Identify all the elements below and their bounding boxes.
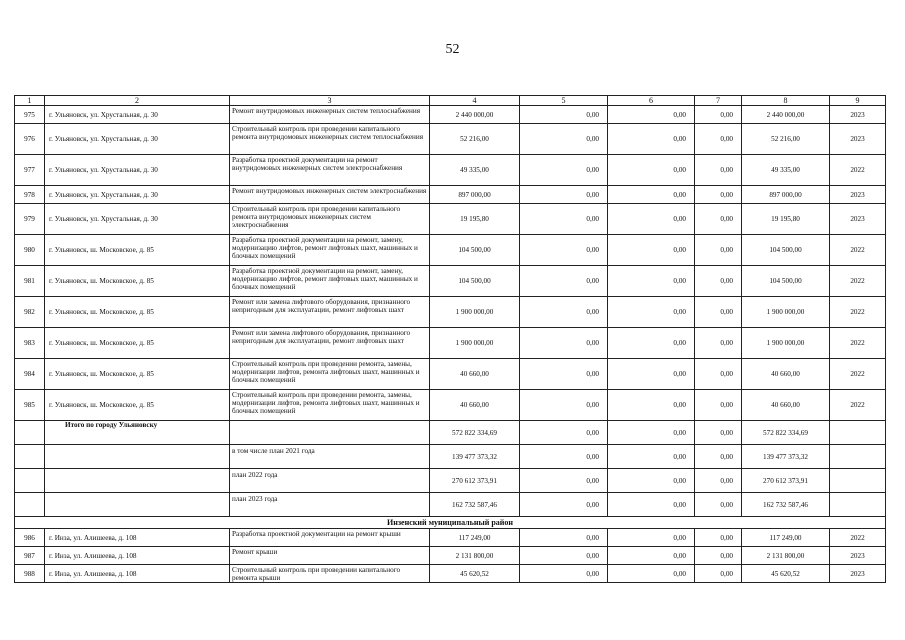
cost-cell: 0,00: [520, 547, 608, 565]
page-number: 52: [445, 42, 460, 57]
address-cell: г. Ульяновск, ул. Хрустальная, д. 30: [45, 186, 230, 204]
cost-cell: 0,00: [695, 124, 742, 155]
cost-cell: 0,00: [695, 235, 742, 266]
table-row: [15, 529, 886, 547]
repair-program-table: [14, 95, 886, 583]
work-type-cell: Строительный контроль при проведении капитального ремонта внутридомовых инженерных систем теплоснабжения: [230, 124, 430, 155]
cost-cell: 139 477 373,32: [742, 445, 830, 469]
cost-cell: 0,00: [608, 547, 695, 565]
total-cost-cell: 572 822 334,69: [430, 421, 520, 445]
cost-cell: 0,00: [520, 235, 608, 266]
cost-cell: 49 335,00: [742, 155, 830, 186]
empty-cell: [45, 469, 230, 493]
cost-cell: 0,00: [608, 235, 695, 266]
cost-cell: 0,00: [520, 155, 608, 186]
total-cost-cell: 270 612 373,91: [430, 469, 520, 493]
table-row: [15, 390, 886, 421]
work-type-cell: Ремонт или замена лифтового оборудования, признанного непригодным для эксплуатации, ремонт лифтовых шахт: [230, 328, 430, 359]
totals-row: [15, 445, 886, 469]
cost-cell: 0,00: [695, 493, 742, 517]
column-number-row: [15, 96, 886, 106]
year-cell: 2023: [830, 124, 886, 155]
cost-cell: 0,00: [520, 565, 608, 583]
cost-cell: 0,00: [608, 493, 695, 517]
total-cost-cell: 897 000,00: [430, 186, 520, 204]
year-cell: 2022: [830, 390, 886, 421]
cost-cell: 104 500,00: [742, 266, 830, 297]
empty-cell: [15, 469, 45, 493]
work-type-cell: Разработка проектной документации на ремонт крыши: [230, 529, 430, 547]
total-cost-cell: 2 440 000,00: [430, 106, 520, 124]
column-header: 2: [45, 96, 230, 106]
row-number: 988: [15, 565, 45, 583]
row-number: 975: [15, 106, 45, 124]
table-row: [15, 124, 886, 155]
column-header: 7: [695, 96, 742, 106]
cost-cell: 0,00: [695, 155, 742, 186]
work-type-cell: Ремонт внутридомовых инженерных систем теплоснабжения: [230, 106, 430, 124]
address-cell: г. Ульяновск, ш. Московское, д. 85: [45, 359, 230, 390]
work-type-cell: Строительный контроль при проведении капитального ремонта крыши: [230, 565, 430, 583]
row-number: 980: [15, 235, 45, 266]
empty-cell: [830, 421, 886, 445]
address-cell: г. Ульяновск, ш. Московское, д. 85: [45, 328, 230, 359]
cost-cell: 0,00: [695, 421, 742, 445]
cost-cell: 117 249,00: [742, 529, 830, 547]
work-type-cell: Строительный контроль при проведении ремонта, замены, модернизации лифтов, ремонта лифтовых шахт, машинных и блочных помещений: [230, 359, 430, 390]
total-cost-cell: 104 500,00: [430, 235, 520, 266]
cost-cell: 0,00: [695, 445, 742, 469]
year-cell: 2023: [830, 565, 886, 583]
cost-cell: 572 822 334,69: [742, 421, 830, 445]
table-row: [15, 547, 886, 565]
column-header: 8: [742, 96, 830, 106]
plan-label: в том числе план 2021 года: [230, 445, 430, 469]
column-header: 3: [230, 96, 430, 106]
cost-cell: 0,00: [695, 328, 742, 359]
table-row: [15, 328, 886, 359]
totals-row: [15, 493, 886, 517]
table-row: [15, 266, 886, 297]
table-row: [15, 297, 886, 328]
cost-cell: 2 440 000,00: [742, 106, 830, 124]
empty-cell: [15, 493, 45, 517]
address-cell: г. Ульяновск, ул. Хрустальная, д. 30: [45, 155, 230, 186]
cost-cell: 0,00: [520, 529, 608, 547]
work-type-cell: Ремонт крыши: [230, 547, 430, 565]
address-cell: г. Ульяновск, ул. Хрустальная, д. 30: [45, 204, 230, 235]
total-cost-cell: 139 477 373,32: [430, 445, 520, 469]
column-header: 6: [608, 96, 695, 106]
table-row: [15, 155, 886, 186]
cost-cell: 0,00: [520, 186, 608, 204]
cost-cell: 0,00: [520, 328, 608, 359]
empty-cell: [15, 445, 45, 469]
cost-cell: 0,00: [608, 529, 695, 547]
row-number: 987: [15, 547, 45, 565]
column-header: 4: [430, 96, 520, 106]
table-row: [15, 235, 886, 266]
cost-cell: 0,00: [695, 186, 742, 204]
cost-cell: 0,00: [608, 124, 695, 155]
totals-row: [15, 421, 886, 445]
column-header: 1: [15, 96, 45, 106]
empty-cell: [830, 469, 886, 493]
year-cell: 2022: [830, 266, 886, 297]
row-number: 986: [15, 529, 45, 547]
cost-cell: 45 620,52: [742, 565, 830, 583]
total-cost-cell: 40 660,00: [430, 359, 520, 390]
total-cost-cell: 45 620,52: [430, 565, 520, 583]
total-cost-cell: 162 732 587,46: [430, 493, 520, 517]
plan-label: план 2022 года: [230, 469, 430, 493]
cost-cell: 52 216,00: [742, 124, 830, 155]
address-cell: г. Инза, ул. Алишеева, д. 108: [45, 547, 230, 565]
empty-cell: [45, 445, 230, 469]
row-number: 977: [15, 155, 45, 186]
cost-cell: 0,00: [695, 297, 742, 328]
cost-cell: 1 900 000,00: [742, 297, 830, 328]
cost-cell: 0,00: [608, 106, 695, 124]
cost-cell: 270 612 373,91: [742, 469, 830, 493]
work-type-cell: Разработка проектной документации на ремонт, замену, модернизацию лифтов, ремонт лифтовых шахт, машинных и блочных помещений: [230, 235, 430, 266]
column-header: 5: [520, 96, 608, 106]
year-cell: 2022: [830, 529, 886, 547]
address-cell: г. Ульяновск, ш. Московское, д. 85: [45, 266, 230, 297]
work-type-cell: Разработка проектной документации на ремонт, замену, модернизацию лифтов, ремонт лифтовых шахт, машинных и блочных помещений: [230, 266, 430, 297]
cost-cell: 0,00: [520, 390, 608, 421]
cost-cell: 0,00: [695, 469, 742, 493]
district-title: Инзенский муниципальный район: [15, 517, 886, 529]
row-number: 979: [15, 204, 45, 235]
year-cell: 2023: [830, 186, 886, 204]
year-cell: 2022: [830, 297, 886, 328]
table-row: [15, 565, 886, 583]
total-cost-cell: 1 900 000,00: [430, 297, 520, 328]
row-number: 976: [15, 124, 45, 155]
cost-cell: 2 131 800,00: [742, 547, 830, 565]
plan-label: план 2023 года: [230, 493, 430, 517]
cost-cell: 0,00: [608, 421, 695, 445]
cost-cell: 162 732 587,46: [742, 493, 830, 517]
cost-cell: 0,00: [608, 186, 695, 204]
address-cell: г. Инза, ул. Алишеева, д. 108: [45, 529, 230, 547]
cost-cell: 40 660,00: [742, 359, 830, 390]
cost-cell: 0,00: [695, 106, 742, 124]
total-cost-cell: 40 660,00: [430, 390, 520, 421]
cost-cell: 0,00: [608, 359, 695, 390]
cost-cell: 0,00: [608, 204, 695, 235]
row-number: 978: [15, 186, 45, 204]
row-number: 983: [15, 328, 45, 359]
cost-cell: 19 195,80: [742, 204, 830, 235]
cost-cell: 0,00: [520, 493, 608, 517]
cost-cell: 0,00: [608, 297, 695, 328]
cost-cell: 0,00: [520, 359, 608, 390]
cost-cell: 40 660,00: [742, 390, 830, 421]
cost-cell: 1 900 000,00: [742, 328, 830, 359]
year-cell: 2022: [830, 359, 886, 390]
row-number: 985: [15, 390, 45, 421]
table-row: [15, 106, 886, 124]
cost-cell: 0,00: [608, 565, 695, 583]
cost-cell: 0,00: [520, 445, 608, 469]
cost-cell: 0,00: [608, 445, 695, 469]
cost-cell: 0,00: [695, 565, 742, 583]
cost-cell: 0,00: [608, 328, 695, 359]
cost-cell: 0,00: [608, 266, 695, 297]
cost-cell: 0,00: [520, 124, 608, 155]
column-header: 9: [830, 96, 886, 106]
total-cost-cell: 52 216,00: [430, 124, 520, 155]
total-cost-cell: 104 500,00: [430, 266, 520, 297]
year-cell: 2023: [830, 547, 886, 565]
totals-row: [15, 469, 886, 493]
address-cell: г. Ульяновск, ул. Хрустальная, д. 30: [45, 106, 230, 124]
district-header-row: [15, 517, 886, 529]
empty-cell: [830, 445, 886, 469]
empty-cell: [15, 421, 45, 445]
work-type-cell: Строительный контроль при проведении ремонта, замены, модернизации лифтов, ремонта лифтовых шахт, машинных и блочных помещений: [230, 390, 430, 421]
empty-cell: [830, 493, 886, 517]
cost-cell: 0,00: [695, 529, 742, 547]
cost-cell: 0,00: [695, 390, 742, 421]
cost-cell: 0,00: [608, 155, 695, 186]
year-cell: 2022: [830, 155, 886, 186]
cost-cell: 0,00: [520, 421, 608, 445]
cost-cell: 0,00: [695, 359, 742, 390]
cost-cell: 0,00: [608, 469, 695, 493]
row-number: 981: [15, 266, 45, 297]
table-row: [15, 359, 886, 390]
cost-cell: 897 000,00: [742, 186, 830, 204]
cost-cell: 0,00: [520, 204, 608, 235]
totals-label: Итого по городу Ульяновску: [45, 421, 230, 445]
cost-cell: 0,00: [520, 469, 608, 493]
year-cell: 2022: [830, 235, 886, 266]
cost-cell: 0,00: [695, 547, 742, 565]
empty-cell: [45, 493, 230, 517]
work-type-cell: Ремонт внутридомовых инженерных систем электроснабжения: [230, 186, 430, 204]
address-cell: г. Инза, ул. Алишеева, д. 108: [45, 565, 230, 583]
table-row: [15, 204, 886, 235]
cost-cell: 0,00: [608, 390, 695, 421]
cost-cell: 0,00: [695, 266, 742, 297]
work-type-cell: Ремонт или замена лифтового оборудования, признанного непригодным для эксплуатации, ремонт лифтовых шахт: [230, 297, 430, 328]
cost-cell: 0,00: [520, 266, 608, 297]
total-cost-cell: 2 131 800,00: [430, 547, 520, 565]
work-type-cell: Строительный контроль при проведении капитального ремонта внутридомовых инженерных систем электроснабжения: [230, 204, 430, 235]
cost-cell: 0,00: [520, 297, 608, 328]
total-cost-cell: 1 900 000,00: [430, 328, 520, 359]
table-row: [15, 186, 886, 204]
row-number: 982: [15, 297, 45, 328]
row-number: 984: [15, 359, 45, 390]
year-cell: 2023: [830, 106, 886, 124]
cost-cell: 104 500,00: [742, 235, 830, 266]
plan-label: [230, 421, 430, 445]
total-cost-cell: 49 335,00: [430, 155, 520, 186]
work-type-cell: Разработка проектной документации на ремонт внутридомовых инженерных систем электроснабжения: [230, 155, 430, 186]
address-cell: г. Ульяновск, ш. Московское, д. 85: [45, 390, 230, 421]
year-cell: 2023: [830, 204, 886, 235]
address-cell: г. Ульяновск, ш. Московское, д. 85: [45, 235, 230, 266]
year-cell: 2022: [830, 328, 886, 359]
address-cell: г. Ульяновск, ул. Хрустальная, д. 30: [45, 124, 230, 155]
table-body: [15, 106, 886, 583]
total-cost-cell: 19 195,80: [430, 204, 520, 235]
cost-cell: 0,00: [520, 106, 608, 124]
cost-cell: 0,00: [695, 204, 742, 235]
total-cost-cell: 117 249,00: [430, 529, 520, 547]
address-cell: г. Ульяновск, ш. Московское, д. 85: [45, 297, 230, 328]
